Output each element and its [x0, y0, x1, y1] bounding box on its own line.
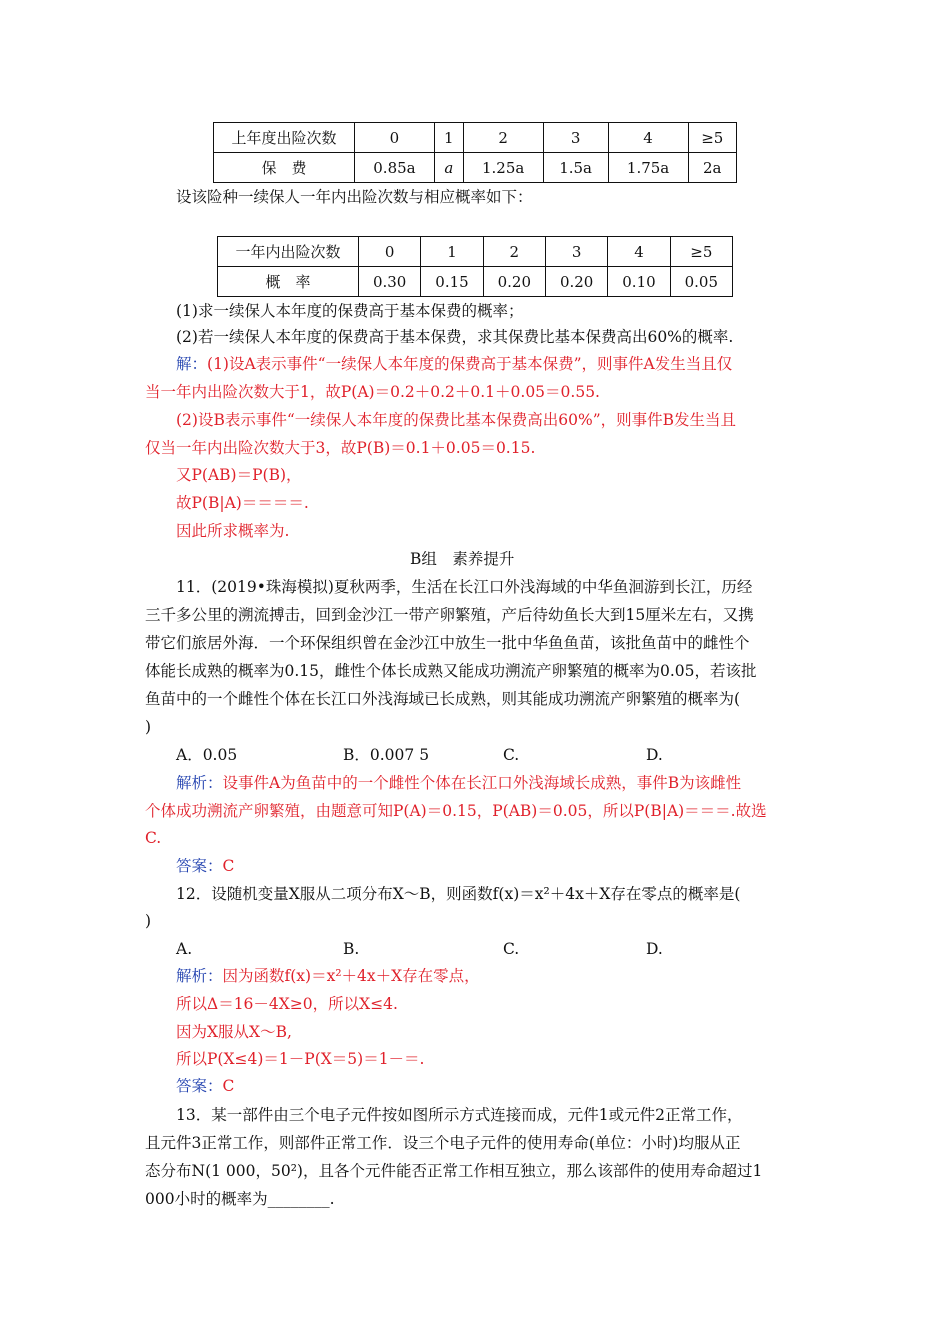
analysis-line: C.: [145, 829, 162, 847]
problem-13-line: 13．某一部件由三个电子元件按如图所示方式连接而成，元件1或元件2正常工作，: [176, 1106, 743, 1124]
premium-table: [213, 122, 737, 183]
solution-line: 故P(B|A)＝＝＝＝.: [176, 494, 309, 512]
solution-label: 解：: [176, 355, 208, 373]
answer-line: 答案：C: [176, 1077, 235, 1095]
section-heading: B组 素养提升: [410, 550, 515, 568]
table-row: 上年度出险次数 0 1 2 3 4 ≥5: [214, 123, 737, 153]
question-2: (2)若一续保人本年度的保费高于基本保费，求其保费比基本保费高出60%的概率.: [176, 328, 734, 346]
problem-11-line: 体能长成熟的概率为0.15，雌性个体长成熟又能成功溯流产卵繁殖的概率为0.05，若该批: [145, 662, 757, 680]
table-row: 概 率 0.30 0.15 0.20 0.20 0.10 0.05: [218, 267, 733, 297]
analysis-line: 个体成功溯流产卵繁殖，由题意可知P(A)＝0.15，P(AB)＝0.05，所以P(B|A)＝＝＝.故选: [145, 802, 767, 820]
option-c: C.: [503, 940, 520, 958]
analysis-line: 所以P(X≤4)＝1－P(X＝5)＝1－＝.: [176, 1050, 425, 1068]
problem-12-line: 12．设随机变量X服从二项分布X～B，则函数f(x)＝x²＋4x＋X存在零点的概率是(: [176, 885, 741, 903]
analysis-label: 解析：: [176, 967, 223, 985]
option-a: A.: [176, 940, 193, 958]
solution-line: 因此所求概率为.: [176, 522, 290, 540]
solution-line: 仅当一年内出险次数大于3，故P(B)＝0.1＋0.05＝0.15.: [145, 439, 536, 457]
option-d: D.: [646, 940, 663, 958]
problem-12-line: ): [145, 912, 152, 930]
analysis-line: 解析：因为函数f(x)＝x²＋4x＋X存在零点，: [176, 967, 480, 985]
table-row: 一年内出险次数 0 1 2 3 4 ≥5: [218, 237, 733, 267]
option-d: D.: [646, 746, 663, 764]
problem-11-line: 鱼苗中的一个雌性个体在长江口外浅海域已长成熟，则其能成功溯流产卵繁殖的概率为(: [145, 690, 741, 708]
answer-line: 答案：C: [176, 857, 235, 875]
analysis-line: 解析：设事件A为鱼苗中的一个雌性个体在长江口外浅海域长成熟，事件B为该雌性: [176, 774, 742, 792]
solution-line: 当一年内出险次数大于1，故P(A)＝0.2＋0.2＋0.1＋0.05＝0.55.: [145, 383, 600, 401]
problem-13-line: 000小时的概率为________.: [145, 1190, 335, 1208]
option-c: C.: [503, 746, 520, 764]
analysis-line: 所以Δ＝16－4X≥0，所以X≤4.: [176, 995, 398, 1013]
question-1: (1)求一续保人本年度的保费高于基本保费的概率；: [176, 302, 524, 320]
option-b: B．0.007 5: [343, 746, 430, 764]
option-a: A．0.05: [176, 746, 238, 764]
problem-11-line: ): [145, 718, 152, 736]
answer-label: 答案：: [176, 1077, 223, 1095]
analysis-line: 因为X服从X～B,: [176, 1023, 292, 1041]
probability-table: [217, 236, 733, 297]
problem-11-line: 11．(2019•珠海模拟)夏秋两季，生活在长江口外浅海域的中华鱼洄游到长江，历经: [176, 578, 753, 596]
analysis-label: 解析：: [176, 774, 223, 792]
problem-11-line: 三千多公里的溯流搏击，回到金沙江一带产卵繁殖，产后待幼鱼长大到15厘米左右，又携: [145, 606, 754, 624]
problem-13-line: 态分布N(1 000，50²)，且各个元件能否正常工作相互独立，那么该部件的使用寿命超过1: [145, 1162, 763, 1180]
table-row: 保 费 0.85a a 1.25a 1.5a 1.75a 2a: [214, 153, 737, 183]
problem-11-line: 带它们旅居外海．一个环保组织曾在金沙江中放生一批中华鱼鱼苗，该批鱼苗中的雌性个: [145, 634, 750, 652]
solution-line: (2)设B表示事件“一续保人本年度的保费比基本保费高出60%”，则事件B发生当且: [176, 411, 737, 429]
intro-text: 设该险种一续保人一年内出险次数与相应概率如下：: [176, 188, 533, 206]
answer-label: 答案：: [176, 857, 223, 875]
solution-line: 又P(AB)＝P(B)，: [176, 466, 302, 484]
option-b: B.: [343, 940, 360, 958]
problem-13-line: 且元件3正常工作，则部件正常工作．设三个电子元件的使用寿命(单位：小时)均服从正: [145, 1134, 741, 1152]
solution-line: 解：(1)设A表示事件“一续保人本年度的保费高于基本保费”，则事件A发生当且仅: [176, 355, 733, 373]
